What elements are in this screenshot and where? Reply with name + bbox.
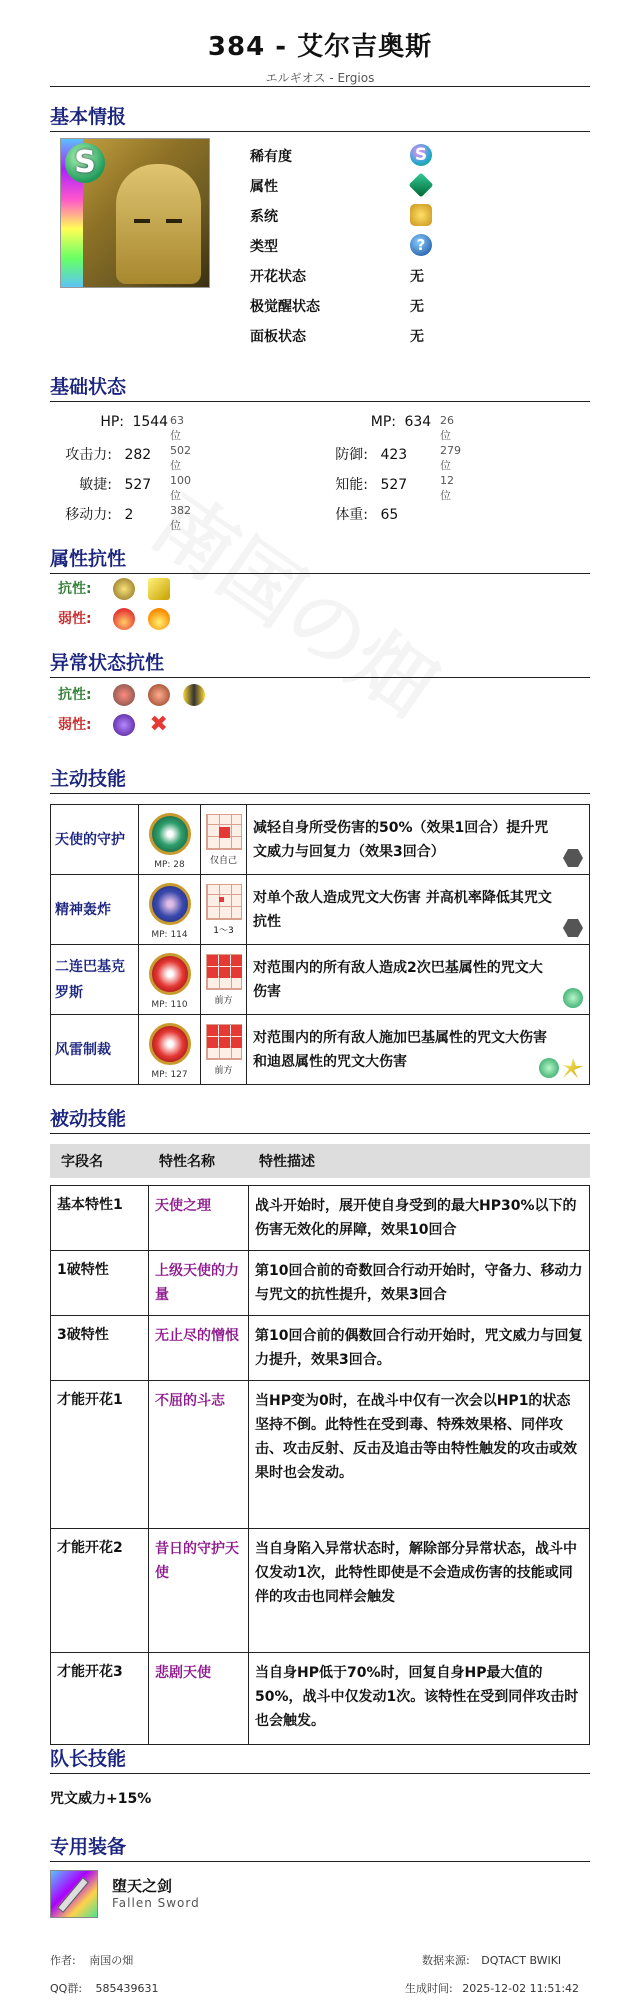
hexagon-tag-icon	[563, 848, 583, 868]
psychic-skill-icon	[149, 883, 191, 925]
weak-label: 弱性:	[58, 717, 92, 733]
skill-description	[247, 1015, 590, 1085]
passive-name: 悲剧天使	[149, 1653, 249, 1745]
passive-name: 上级天使的力量	[149, 1251, 249, 1316]
character-portrait	[60, 138, 210, 288]
skill-icon-cell	[139, 875, 201, 945]
stat-hp	[50, 414, 184, 442]
stat-value: 65	[380, 507, 399, 523]
equip-name: 堕天之剑	[112, 1877, 173, 1895]
skill-range-cell	[201, 805, 247, 875]
page-subtitle: エルギオス - Ergios	[265, 71, 375, 85]
rarity-value	[410, 144, 432, 166]
stat-label: 敏捷:	[79, 477, 112, 493]
passive-row	[51, 1653, 590, 1745]
footer-qq	[50, 1980, 159, 1996]
wind-tag-icon	[539, 1058, 559, 1078]
column-header: 字段名	[51, 1145, 149, 1178]
active-skills-section	[50, 764, 590, 794]
skill-name: 风雷制裁	[51, 1015, 139, 1085]
awaken-value: 无	[410, 299, 424, 315]
element-value	[410, 174, 432, 196]
time-label: 生成时间:	[405, 1982, 453, 1995]
rarity-s-icon: S	[410, 144, 432, 166]
skill-name: 二连巴基克罗斯	[51, 945, 139, 1015]
active-skill-row	[51, 1015, 590, 1085]
stat-value: 527	[124, 477, 152, 493]
skill-description	[247, 805, 590, 875]
passive-field: 基本特性1	[51, 1186, 149, 1251]
bloom-value: 无	[410, 269, 424, 285]
baki-dean-skill-icon	[149, 1023, 191, 1065]
passive-row	[51, 1381, 590, 1529]
skill-mp: MP: 28	[154, 860, 185, 870]
portrait-face	[116, 164, 201, 284]
info-label-element: 属性	[250, 179, 278, 195]
portrait-eye	[134, 219, 150, 223]
passive-field: 1破特性	[51, 1251, 149, 1316]
section-title-exclusive-equip: 专用装备	[50, 1832, 590, 1862]
paralysis-status-icon	[183, 684, 205, 706]
skill-icon-cell	[139, 1015, 201, 1085]
active-skill-row	[51, 875, 590, 945]
author-value: 南国の畑	[89, 1954, 134, 1967]
stat-agility	[50, 474, 191, 502]
source-label: 数据来源:	[422, 1954, 470, 1967]
footer-source	[422, 1952, 561, 1968]
stat-mp	[320, 414, 454, 442]
source-value: DQTACT BWIKI	[481, 1954, 562, 1967]
range-grid-icon	[206, 1024, 242, 1060]
passive-skills-section	[50, 1104, 590, 1134]
poison-status-icon	[113, 714, 135, 736]
cross-status-icon: ✖	[149, 712, 168, 737]
skill-range-cell	[201, 875, 247, 945]
stat-value: 282	[124, 447, 152, 463]
passive-skills-table	[50, 1144, 590, 1745]
system-value	[410, 204, 432, 226]
page-title: 384 - 艾尔吉奥斯	[207, 32, 433, 62]
stat-value: 1544	[132, 414, 169, 430]
footer-time	[405, 1980, 579, 1996]
passive-field: 才能开花2	[51, 1529, 149, 1653]
info-label-rarity: 稀有度	[250, 149, 292, 165]
section-title-attr-resist: 属性抗性	[50, 544, 590, 574]
stat-label: 体重:	[335, 507, 368, 523]
column-header: 特性描述	[249, 1145, 590, 1178]
stat-label: 攻击力:	[65, 447, 112, 463]
stat-label: MP:	[370, 414, 396, 430]
stat-rank: 279位	[440, 444, 461, 472]
resist-label: 抗性:	[58, 687, 92, 703]
passive-desc: 当自身陷入异常状态时，解除部分异常状态，战斗中仅发动1次，此特性即使是不会造成伤害的技能或同伴的攻击也同样会触发	[249, 1529, 590, 1653]
status-weak-row	[58, 714, 178, 738]
stat-value: 423	[380, 447, 408, 463]
passive-desc: 战斗开始时，展开使自身受到的最大HP30%以下的伤害无效化的屏障，效果10回合	[249, 1186, 590, 1251]
stat-value: 2	[124, 507, 134, 523]
section-title-leader-skill: 队长技能	[50, 1744, 590, 1774]
stat-value: 634	[404, 414, 432, 430]
skill-desc-text: 对单个敌人造成咒文大伤害 并高机率降低其咒文抗性	[253, 889, 552, 930]
passive-row	[51, 1251, 590, 1316]
panel-value: 无	[410, 329, 424, 345]
passive-field: 才能开花1	[51, 1381, 149, 1529]
stat-weight	[320, 504, 398, 524]
type-value	[410, 234, 432, 256]
passive-name: 无止尽的憎恨	[149, 1316, 249, 1381]
skill-mp: MP: 127	[151, 1070, 188, 1080]
info-label-system: 系统	[250, 209, 278, 225]
section-title-base-stats: 基础状态	[50, 372, 590, 402]
skill-desc-text: 减轻自身所受伤害的50%（效果1回合）提升咒文威力与回复力（效果3回合）	[253, 819, 549, 860]
passive-field: 才能开花3	[51, 1653, 149, 1745]
stat-defense	[320, 444, 461, 472]
skill-name: 精神轰炸	[51, 875, 139, 945]
weak-label: 弱性:	[58, 611, 92, 627]
stat-label: 防御:	[335, 447, 368, 463]
stat-rank: 502位	[170, 444, 191, 472]
attr-resist-row	[58, 578, 178, 602]
passive-name: 不屈的斗志	[149, 1381, 249, 1529]
attr-resist-section	[50, 544, 590, 634]
passive-field: 3破特性	[51, 1316, 149, 1381]
stat-rank: 100位	[170, 474, 191, 502]
type-question-icon: ?	[410, 234, 432, 256]
skill-mp: MP: 114	[151, 930, 188, 940]
stat-move	[50, 504, 191, 532]
passive-desc: 第10回合前的奇数回合行动开始时，守备力、移动力与咒文的抗性提升，效果3回合	[249, 1251, 590, 1316]
author-label: 作者:	[50, 1954, 76, 1967]
skill-range: 前方	[214, 1065, 233, 1076]
equip-name-en: Fallen Sword	[112, 1896, 200, 1910]
info-label-awaken: 极觉醒状态	[250, 299, 320, 315]
sword-equip-icon	[50, 1870, 98, 1918]
stat-rank: 382位	[170, 504, 191, 532]
info-label-panel: 面板状态	[250, 329, 306, 345]
lightning-tag-icon	[563, 1058, 583, 1078]
hexagon-tag-icon	[563, 918, 583, 938]
attr-weak-row	[58, 608, 178, 632]
leader-skill-text: 咒文威力+15%	[50, 1791, 152, 1807]
charm-status-icon	[148, 684, 170, 706]
time-value: 2025-12-02 11:51:42	[462, 1982, 580, 1995]
range-grid-icon	[206, 954, 242, 990]
range-grid-icon	[206, 814, 242, 850]
stat-label: 移动力:	[65, 507, 112, 523]
passive-desc: 当自身HP低于70%时，回复自身HP最大值的50%，战斗中仅发动1次。该特性在受到同伴攻击时也会触发。	[249, 1653, 590, 1745]
confuse-status-icon	[113, 684, 135, 706]
leader-skill-section	[50, 1744, 590, 1774]
wind-tag-icon	[563, 988, 583, 1008]
section-title-active-skills: 主动技能	[50, 764, 590, 794]
skill-description	[247, 875, 590, 945]
skill-mp: MP: 110	[151, 1000, 188, 1010]
skill-range: 仅自己	[209, 855, 237, 866]
section-title-passive-skills: 被动技能	[50, 1104, 590, 1134]
skill-icon-cell	[139, 805, 201, 875]
stat-value: 527	[380, 477, 408, 493]
passive-desc: 当HP变为0时，在战斗中仅有一次会以HP1的状态坚持不倒。此特性在受到毒、特殊效果格、同伴攻击、攻击反射、反击及追击等由特性触发的攻击或效果时也会发动。	[249, 1381, 590, 1529]
active-skill-row	[51, 945, 590, 1015]
stat-rank: 12位	[440, 474, 454, 502]
active-skills-table	[50, 804, 590, 1085]
stat-rank: 63位	[170, 414, 184, 442]
status-resist-section	[50, 648, 590, 738]
portrait-eye	[166, 219, 182, 223]
active-skill-row	[51, 805, 590, 875]
rarity-s-badge-icon: S	[65, 143, 105, 183]
passive-row	[51, 1316, 590, 1381]
section-title-status-resist: 异常状态抗性	[50, 648, 590, 678]
skill-name: 天使的守护	[51, 805, 139, 875]
basic-info-section	[50, 102, 590, 352]
stat-label: HP:	[100, 414, 124, 430]
heal-skill-icon	[149, 813, 191, 855]
passive-name: 天使之理	[149, 1186, 249, 1251]
baki-skill-icon	[149, 953, 191, 995]
system-crown-icon	[410, 204, 432, 226]
lightning-element-icon	[148, 578, 170, 600]
base-stats-section	[50, 372, 590, 532]
range-grid-icon	[206, 884, 242, 920]
passive-row	[51, 1186, 590, 1251]
resist-label: 抗性:	[58, 581, 92, 597]
skill-range-cell	[201, 945, 247, 1015]
stat-intelligence	[320, 474, 454, 502]
passive-desc: 第10回合前的偶数回合行动开始时，咒文威力与回复力提升，效果3回合。	[249, 1316, 590, 1381]
stat-rank: 26位	[440, 414, 454, 442]
stat-attack	[50, 444, 191, 472]
footer-author	[50, 1952, 133, 1968]
earth-element-icon	[113, 578, 135, 600]
flame-element-icon	[148, 608, 170, 630]
passive-row	[51, 1529, 590, 1653]
passive-header-row	[51, 1145, 590, 1178]
qq-label: QQ群:	[50, 1982, 83, 1995]
skill-desc-text: 对范围内的所有敌人造成2次巴基属性的咒文大伤害	[253, 959, 543, 1000]
skill-range: 1～3	[213, 925, 234, 936]
qq-value: 585439631	[95, 1982, 159, 1995]
skill-desc-text: 对范围内的所有敌人施加巴基属性的咒文大伤害和迪恩属性的咒文大伤害	[253, 1029, 547, 1070]
section-title-basic-info: 基本情报	[50, 102, 590, 132]
passive-name: 昔日的守护天使	[149, 1529, 249, 1653]
exclusive-equip-section	[50, 1832, 590, 1862]
skill-description	[247, 945, 590, 1015]
fire-element-icon	[113, 608, 135, 630]
info-label-bloom: 开花状态	[250, 269, 306, 285]
page-header	[50, 26, 590, 86]
column-header: 特性名称	[149, 1145, 249, 1178]
skill-range-cell	[201, 1015, 247, 1085]
stat-label: 知能:	[335, 477, 368, 493]
skill-icon-cell	[139, 945, 201, 1015]
info-label-type: 类型	[250, 239, 278, 255]
skill-range: 前方	[214, 995, 233, 1006]
status-resist-row	[58, 684, 213, 708]
element-gem-icon	[409, 173, 434, 198]
title-divider	[50, 86, 590, 87]
